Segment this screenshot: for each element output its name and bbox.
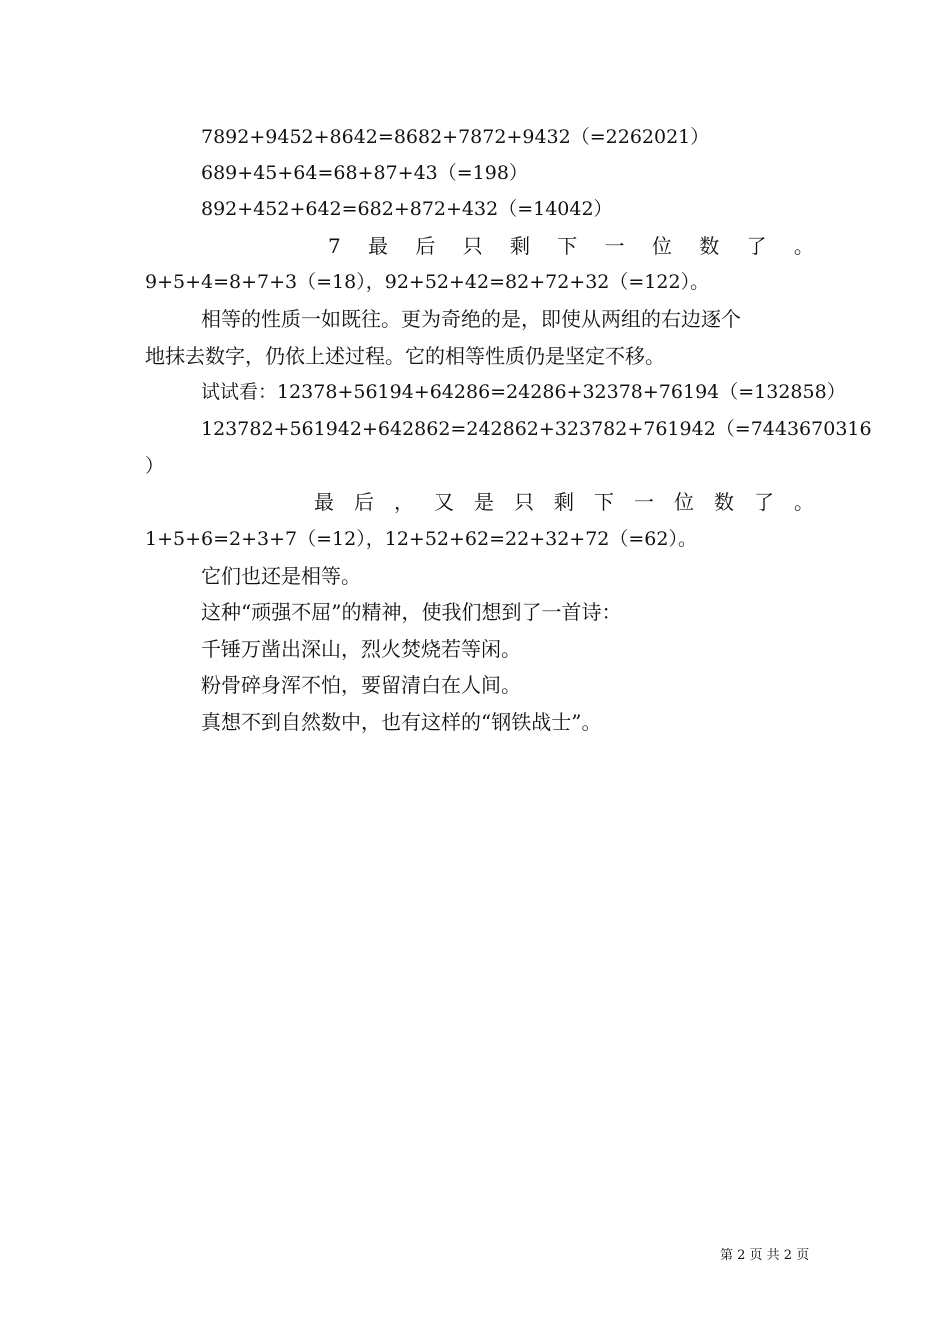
justified-char: 只 bbox=[514, 490, 534, 514]
closing-line: 真想不到自然数中，也有这样的“钢铁战士”。 bbox=[201, 710, 602, 734]
justified-char: 了 bbox=[746, 234, 767, 258]
justified-char: 位 bbox=[651, 234, 672, 258]
try-line-2-continuation: ） bbox=[145, 455, 165, 477]
justified-char: 后 bbox=[415, 234, 436, 258]
paragraph-equal-line-2: 地抹去数字，仍依上述过程。它的相等性质仍是坚定不移。 bbox=[145, 344, 665, 368]
justified-char: 下 bbox=[594, 490, 614, 514]
justified-char: 又 bbox=[434, 490, 454, 514]
justified-char: 了 bbox=[754, 490, 774, 514]
spirit-line: 这种“顽强不屈”的精神，使我们想到了一首诗： bbox=[201, 600, 622, 624]
try-line: 试试看：12378+56194+64286=24286+32378+76194（=132858） bbox=[201, 381, 846, 403]
paragraph-last-justified bbox=[314, 489, 814, 515]
still-equal-line: 它们也还是相等。 bbox=[201, 564, 361, 588]
paragraph-last-continuation: 1+5+6=2+3+7（=12），12+52+62=22+32+72（=62）。 bbox=[145, 528, 697, 550]
paragraph-seven-justified bbox=[328, 233, 814, 259]
justified-char: 剩 bbox=[509, 234, 530, 258]
justified-char: 只 bbox=[462, 234, 483, 258]
justified-char: ， bbox=[394, 490, 414, 514]
poem-line-1: 千锤万凿出深山，烈火焚烧若等闲。 bbox=[201, 637, 521, 661]
justified-char: 一 bbox=[604, 234, 625, 258]
equation-line-2: 689+45+64=68+87+43（=198） bbox=[201, 162, 528, 184]
justified-char: 7 bbox=[328, 234, 341, 258]
justified-char: 数 bbox=[714, 490, 734, 514]
equation-line-3: 892+452+642=682+872+432（=14042） bbox=[201, 198, 613, 220]
justified-char: 最 bbox=[314, 490, 334, 514]
justified-char: 。 bbox=[793, 234, 814, 258]
justified-char: 最 bbox=[368, 234, 389, 258]
try-line-2: 123782+561942+642862=242862+323782+761942（=7443670316 bbox=[201, 418, 872, 440]
justified-char: 位 bbox=[674, 490, 694, 514]
justified-char: 后 bbox=[354, 490, 374, 514]
poem-line-2: 粉骨碎身浑不怕，要留清白在人间。 bbox=[201, 673, 521, 697]
paragraph-equal-line-1: 相等的性质一如既往。更为奇绝的是，即使从两组的右边逐个 bbox=[201, 307, 741, 331]
justified-char: 剩 bbox=[554, 490, 574, 514]
justified-char: 数 bbox=[699, 234, 720, 258]
page-number-footer: 第 2 页 共 2 页 bbox=[720, 1248, 810, 1263]
justified-char: 一 bbox=[634, 490, 654, 514]
justified-char: 是 bbox=[474, 490, 494, 514]
justified-char: 。 bbox=[794, 490, 814, 514]
paragraph-seven-continuation: 9+5+4=8+7+3（=18），92+52+42=82+72+32（=122）。 bbox=[145, 271, 710, 293]
equation-line-1: 7892+9452+8642=8682+7872+9432（=2262021） bbox=[201, 126, 710, 148]
justified-char: 下 bbox=[557, 234, 578, 258]
